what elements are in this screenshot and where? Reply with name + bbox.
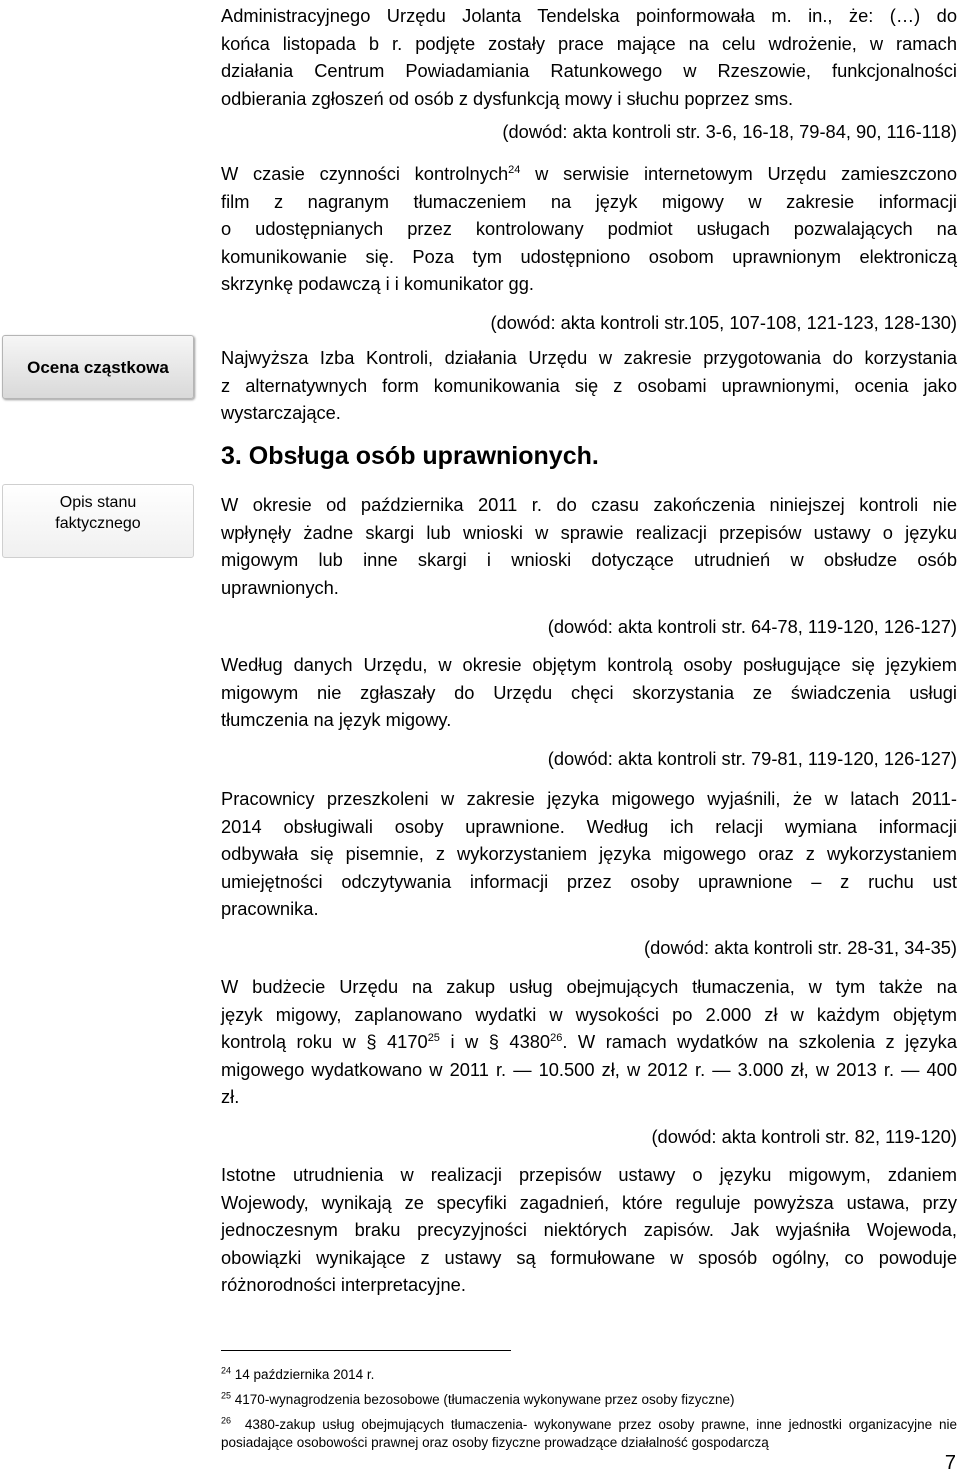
footnote-separator	[221, 1350, 511, 1351]
text-line: obowiązki wynikające z ustawy są formułowane w sposób ogólny, co powoduje	[221, 1246, 957, 1268]
evidence-7: (dowód: akta kontroli str. 82, 119-120)	[651, 1126, 957, 1147]
footnote-ref: 24	[508, 163, 521, 176]
text-line: język migowy, zaplanowano wydatki w wysokości po 2.000 zł w każdym objętym	[221, 1003, 957, 1025]
left-margin-column	[0, 0, 200, 1478]
footnote-ref: 26	[550, 1032, 563, 1045]
text-line: działania Centrum Powiadamiania Ratunkowego w Rzeszowie, funkcjonalności	[221, 60, 957, 82]
page-number: 7	[944, 1452, 956, 1474]
footnote-line: posiadające osobowości prawnej oraz osoby fizyczne prowadzące działalność gospodarczą	[221, 1435, 769, 1450]
text-line: komunikowanie się. Poza tym udostępniono osobom uprawnionym elektroniczą	[221, 245, 957, 267]
footnote-text: 4170-wynagrodzenia bezosobowe (tłumaczenia wykonywane przez osoby fizyczne)	[234, 1392, 735, 1407]
text-line: W budżecie Urzędu na zakup usług obejmujących tłumaczenia, w tym także na	[221, 976, 957, 997]
text-line: umiejętności odczytywania informacji przez osoby uprawnione – z ruchu ust	[221, 870, 957, 892]
text-line: skrzynkę podawczą i i komunikator gg.	[221, 273, 534, 295]
text-line: migowym nie zgłaszały do Urzędu chęci skorzystania ze świadczenia usługi	[221, 681, 957, 703]
paragraph-1	[221, 2, 957, 112]
text-fragment: i w § 4380	[439, 1031, 551, 1053]
text-line: Wojewody, wynikają ze specyfiki zagadnień, które reguluje powyższa ustawa, przy	[221, 1191, 957, 1213]
opis-stanu-box	[2, 484, 194, 558]
paragraph-5	[221, 651, 957, 734]
text-line: odbywała się pisemnie, z wykorzystaniem języka migowego oraz z wykorzystaniem	[221, 843, 957, 865]
text-line: pracownika.	[221, 898, 319, 920]
text-line: wystarczające.	[221, 402, 341, 424]
text-line: różnorodności interpretacyjne.	[221, 1274, 466, 1296]
text-line: tłumczenia na język migowy.	[221, 709, 452, 731]
text-fragment: . W ramach wydatków na szkolenia z języka	[562, 1031, 957, 1053]
text-line: Według danych Urzędu, w okresie objętym kontrolą osoby posługujące się językiem	[221, 654, 957, 675]
paragraph-4	[221, 491, 957, 601]
paragraph-3	[221, 344, 957, 427]
text-line	[221, 1028, 957, 1056]
paragraph-2	[221, 160, 957, 298]
text-line: migowego wydatkowano w 2011 r. — 10.500 zł, w 2012 r. — 3.000 zł, w 2013 r. — 400	[221, 1058, 957, 1080]
text-line: Administracyjnego Urzędu Jolanta Tendelska poinformowała m. in., że: (…) do	[221, 5, 957, 26]
evidence-5: (dowód: akta kontroli str. 79-81, 119-120, 126-127)	[547, 748, 957, 769]
section-heading: 3. Obsługa osób uprawnionych.	[221, 442, 599, 470]
text-line: migowym lub inne skargi i wnioski dotyczące utrudnień w obsłudze osób	[221, 549, 957, 571]
text-line: Najwyższa Izba Kontroli, działania Urzędu w zakresie przygotowania do korzystania	[221, 347, 957, 368]
footnote-ref: 25	[427, 1032, 440, 1045]
text-line: odbierania zgłoszeń od osób z dysfunkcją mowy i słuchu poprzez sms.	[221, 87, 794, 109]
opis-stanu-label	[3, 492, 193, 534]
footnote-number: 26	[221, 1415, 232, 1426]
text-line: W okresie od października 2011 r. do czasu zakończenia niniejszej kontroli nie	[221, 494, 957, 515]
footnote-text: 4380-zakup usług obejmujących tłumaczenia- wykonywane przez osoby prawne, inne jednostki organizacyjne nie	[244, 1417, 957, 1432]
text-line: końca listopada b r. podjęte zostały prace mające na celu wdrożenie, w ramach	[221, 32, 957, 54]
opis-stanu-line1: Opis stanu	[59, 494, 137, 511]
paragraph-6	[221, 785, 957, 923]
evidence-4: (dowód: akta kontroli str. 64-78, 119-120, 126-127)	[547, 616, 957, 637]
footnote-number: 25	[221, 1390, 232, 1401]
text-line: zł.	[221, 1086, 240, 1108]
evidence-6: (dowód: akta kontroli str. 28-31, 34-35)	[644, 937, 957, 958]
footnote-26	[221, 1416, 957, 1452]
paragraph-8	[221, 1161, 957, 1299]
text-line	[221, 160, 957, 188]
footnote-24	[221, 1366, 957, 1384]
ocena-czastkowa-label: Ocena cząstkowa	[27, 358, 169, 377]
text-line: jednoczesnym braku precyzyjności niektórych zapisów. Jak wyjaśniła Wojewoda,	[221, 1219, 957, 1241]
text-line: o udostępnianych przez kontrolowany podmiot usługach pozwalających na	[221, 218, 957, 240]
text-line: film z nagranym tłumaczeniem na język migowy w zakresie informacji	[221, 190, 957, 212]
text-fragment: W czasie czynności kontrolnych	[221, 163, 509, 184]
text-line: 2014 obsługiwali osoby uprawnione. Według ich relacji wymiana informacji	[221, 815, 957, 837]
footnote-number: 24	[221, 1365, 232, 1376]
footnote-text: 14 października 2014 r.	[234, 1367, 375, 1382]
text-line: z alternatywnych form komunikowania się z osobami uprawnionymi, ocenia jako	[221, 374, 957, 396]
text-fragment: kontrolą roku w § 4170	[221, 1031, 428, 1053]
text-line: wpłynęły żadne skargi lub wnioski w sprawie realizacji przepisów ustawy o języku	[221, 521, 957, 543]
text-line: Pracownicy przeszkoleni w zakresie języka migowego wyjaśnili, że w latach 2011-	[221, 788, 957, 809]
footnote-25	[221, 1391, 957, 1409]
text-line: uprawnionych.	[221, 576, 339, 598]
evidence-2: (dowód: akta kontroli str.105, 107-108, 121-123, 128-130)	[490, 312, 957, 333]
text-line: Istotne utrudnienia w realizacji przepisów ustawy o języku migowym, zdaniem	[221, 1164, 957, 1185]
paragraph-7	[221, 973, 957, 1111]
evidence-1: (dowód: akta kontroli str. 3-6, 16-18, 79-84, 90, 116-118)	[502, 121, 957, 142]
opis-stanu-line2: faktycznego	[55, 515, 141, 532]
footnote-line	[221, 1416, 957, 1434]
text-fragment: w serwisie internetowym Urzędu zamieszczono	[520, 163, 957, 184]
ocena-czastkowa-box	[2, 335, 194, 399]
